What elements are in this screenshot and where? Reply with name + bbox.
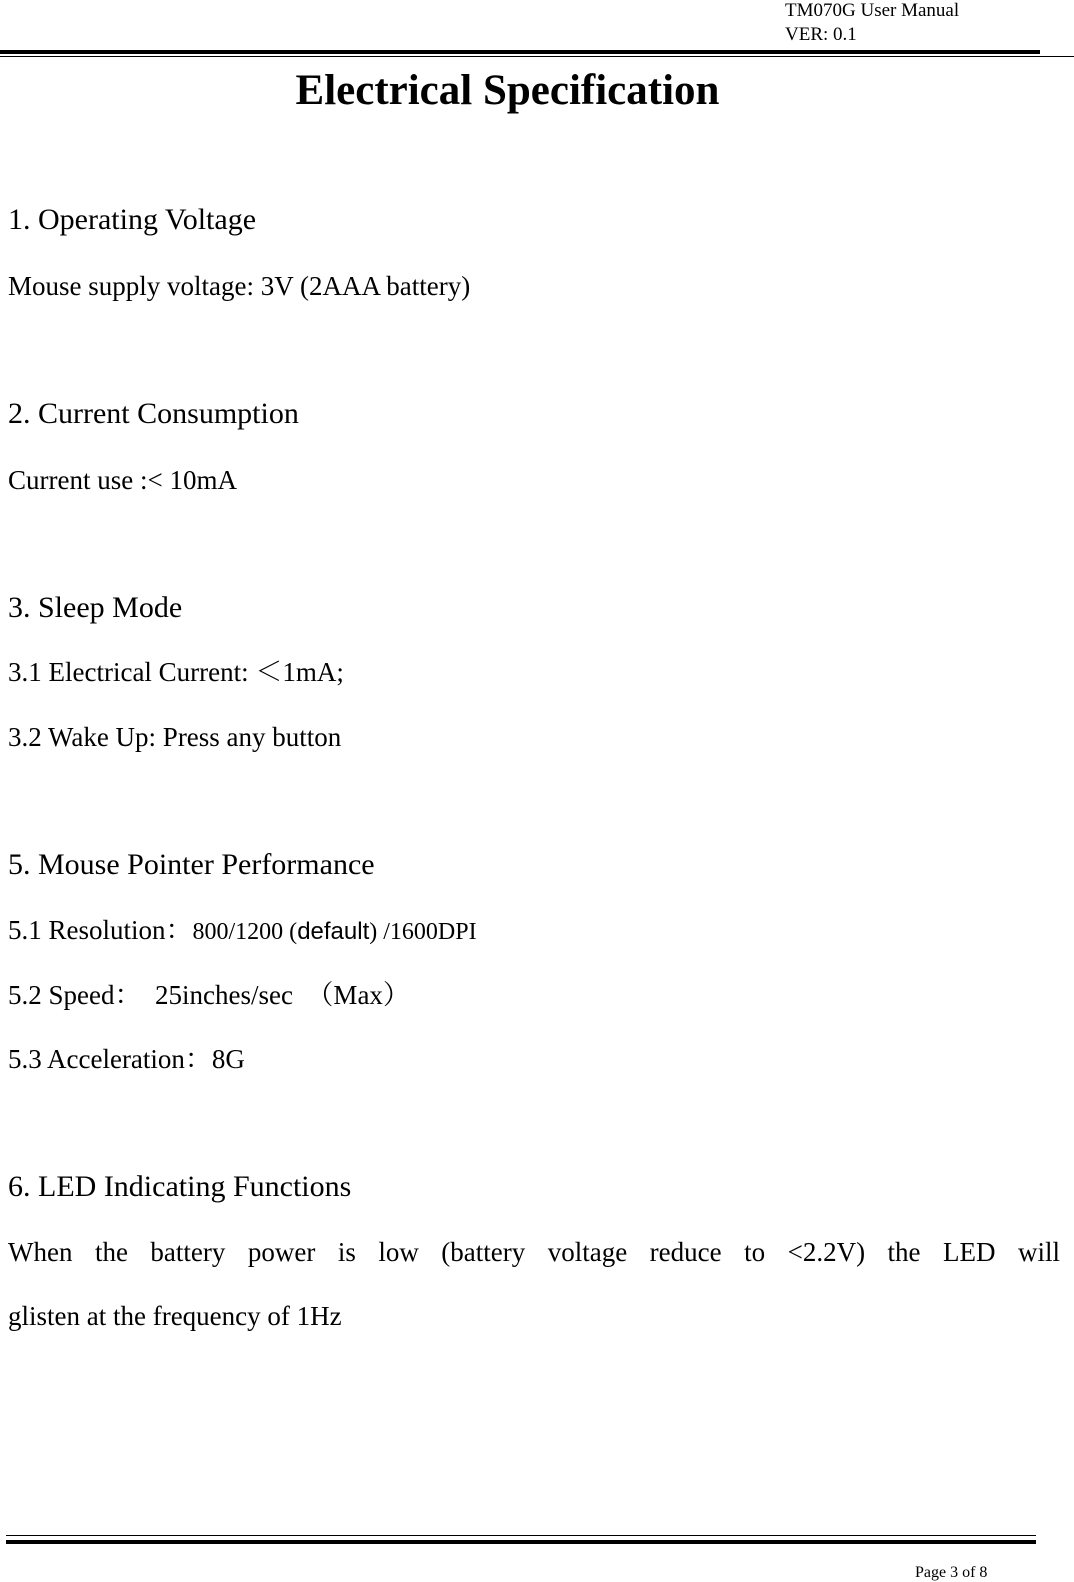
resolution-default-label: default <box>297 918 370 945</box>
resolution-label: 5.1 Resolution： <box>8 915 193 945</box>
footer-rule-thin <box>6 1535 1036 1536</box>
resolution-value-suffix: ) /1600DPI <box>369 919 477 945</box>
section-heading-current-consumption: 2. Current Consumption <box>8 397 299 430</box>
manual-title: TM070G User Manual <box>785 0 960 21</box>
header-rule-thin <box>0 56 1074 57</box>
supply-voltage-line: Mouse supply voltage: 3V (2AAA battery) <box>8 271 471 301</box>
section-heading-sleep-mode: 3. Sleep Mode <box>8 591 183 624</box>
sleep-current-line: 3.1 Electrical Current: ＜1mA; <box>8 657 344 687</box>
led-description-line-1: When the battery power is low (battery voltage reduce to <2.2V) the LED will <box>8 1237 1060 1267</box>
section-heading-operating-voltage: 1. Operating Voltage <box>8 203 257 236</box>
wake-up-line: 3.2 Wake Up: Press any button <box>8 722 342 752</box>
page-title: Electrical Specification <box>295 67 720 114</box>
section-heading-pointer-performance: 5. Mouse Pointer Performance <box>8 848 375 881</box>
page-number: Page 3 of 8 <box>915 1564 988 1581</box>
acceleration-line: 5.3 Acceleration：8G <box>8 1044 245 1074</box>
version-label: VER: 0.1 <box>785 24 857 45</box>
resolution-value-prefix: 800/1200 ( <box>192 919 298 945</box>
led-description-line-2: glisten at the frequency of 1Hz <box>8 1301 342 1331</box>
section-heading-led-functions: 6. LED Indicating Functions <box>8 1170 352 1203</box>
footer-rule-thick <box>6 1540 1036 1544</box>
header-rule-thick <box>0 50 1040 54</box>
speed-line: 5.2 Speed： 25inches/sec （Max） <box>8 980 410 1010</box>
resolution-line <box>8 913 477 949</box>
current-use-line: Current use :< 10mA <box>8 465 237 495</box>
